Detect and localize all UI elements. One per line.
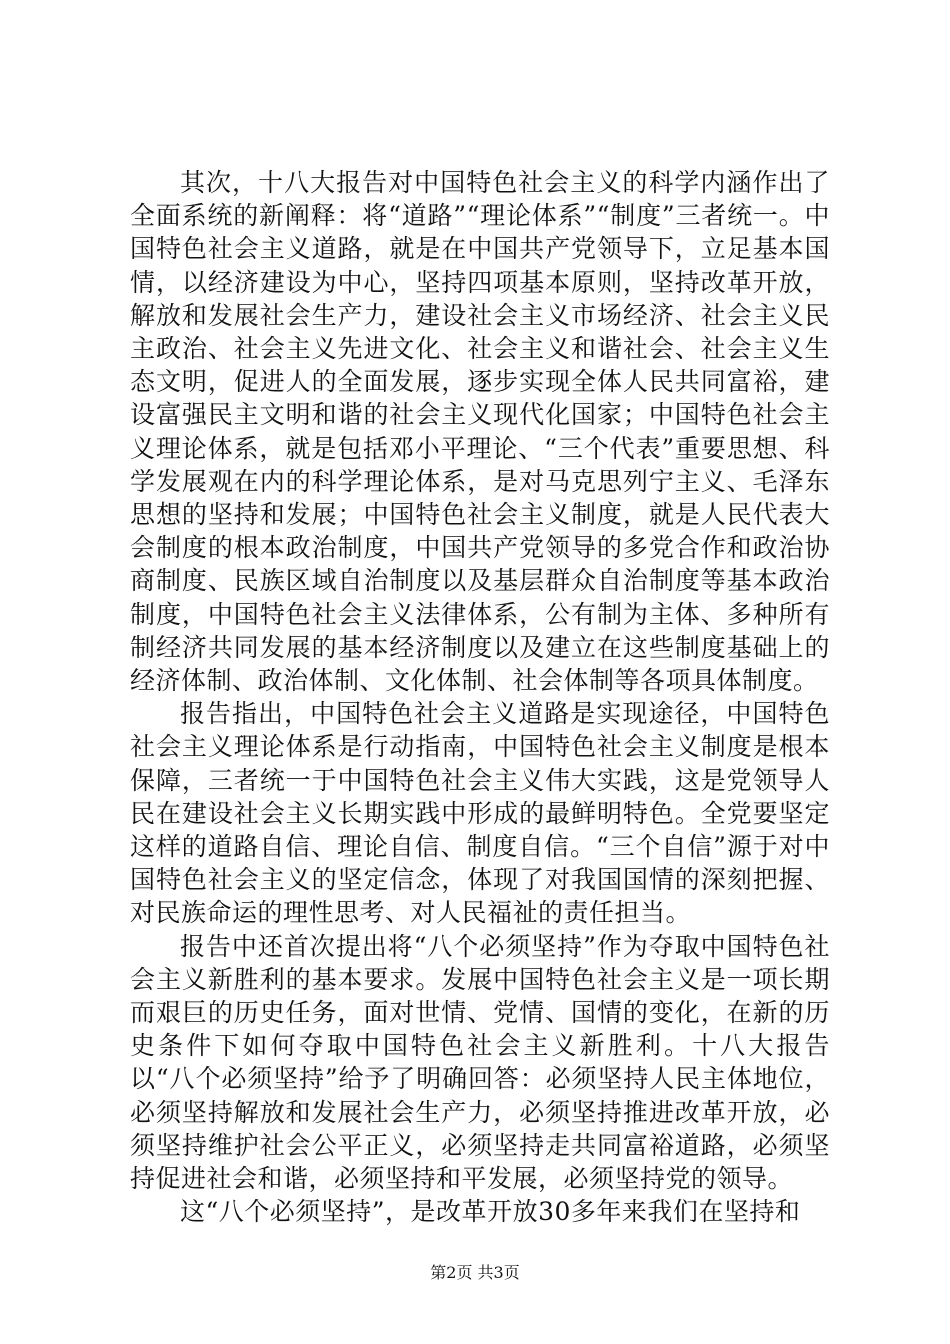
paragraph-4: 这“八个必须坚持”，是改革开放30多年来我们在坚持和	[180, 1197, 801, 1227]
paragraph-3: 报告中还首次提出将“八个必须坚持”作为夺取中国特色社会主义新胜利的基本要求。发展中国特色社会主义是一项长期而艰巨的历史任务，面对世情、党情、国情的变化，在新的历史条件下如何夺取中国特色社会主义新胜利。十八大报告以“八个必须坚持”给予了明确回答：必须坚持人民主体地位，必须坚持解放和发展社会生产力，必须坚持推进改革开放，必须坚持维护社会公平正义，必须坚持走共同富裕道路，必须坚持促进社会和谐，必须坚持和平发展，必须坚持党的领导。	[130, 931, 830, 1194]
page-number-footer: 第2页 共3页	[430, 1263, 520, 1282]
paragraph-1: 其次，十八大报告对中国特色社会主义的科学内涵作出了全面系统的新阐释：将“道路”“理论体系”“制度”三者统一。中国特色社会主义道路，就是在中国共产党领导下，立足基本国情，以经济建设为中心，坚持四项基本原则，坚持改革开放，解放和发展社会生产力，建设社会主义市场经济、社会主义民主政治、社会主义先进文化、社会主义和谐社会、社会主义生态文明，促进人的全面发展，逐步实现全体人民共同富裕，建设富强民主文明和谐的社会主义现代化国家；中国特色社会主义理论体系，就是包括邓小平理论、“三个代表”重要思想、科学发展观在内的科学理论体系，是对马克思列宁主义、毛泽东思想的坚持和发展；中国特色社会主义制度，就是人民代表大会制度的根本政治制度，中国共产党领导的多党合作和政治协商制度、民族区域自治制度以及基层群众自治制度等基本政治制度，中国特色社会主义法律体系，公有制为主体、多种所有制经济共同发展的基本经济制度以及建立在这些制度基础上的经济体制、政治体制、文化体制、社会体制等各项具体制度。	[130, 168, 830, 696]
paragraph-2: 报告指出，中国特色社会主义道路是实现途径，中国特色社会主义理论体系是行动指南，中国特色社会主义制度是根本保障，三者统一于中国特色社会主义伟大实践，这是党领导人民在建设社会主义长期实践中形成的最鲜明特色。全党要坚定这样的道路自信、理论自信、制度自信。“三个自信”源于对中国特色社会主义的坚定信念，体现了对我国国情的深刻把握、对民族命运的理性思考、对人民福祉的责任担当。	[130, 699, 830, 928]
body-text	[130, 166, 830, 1229]
